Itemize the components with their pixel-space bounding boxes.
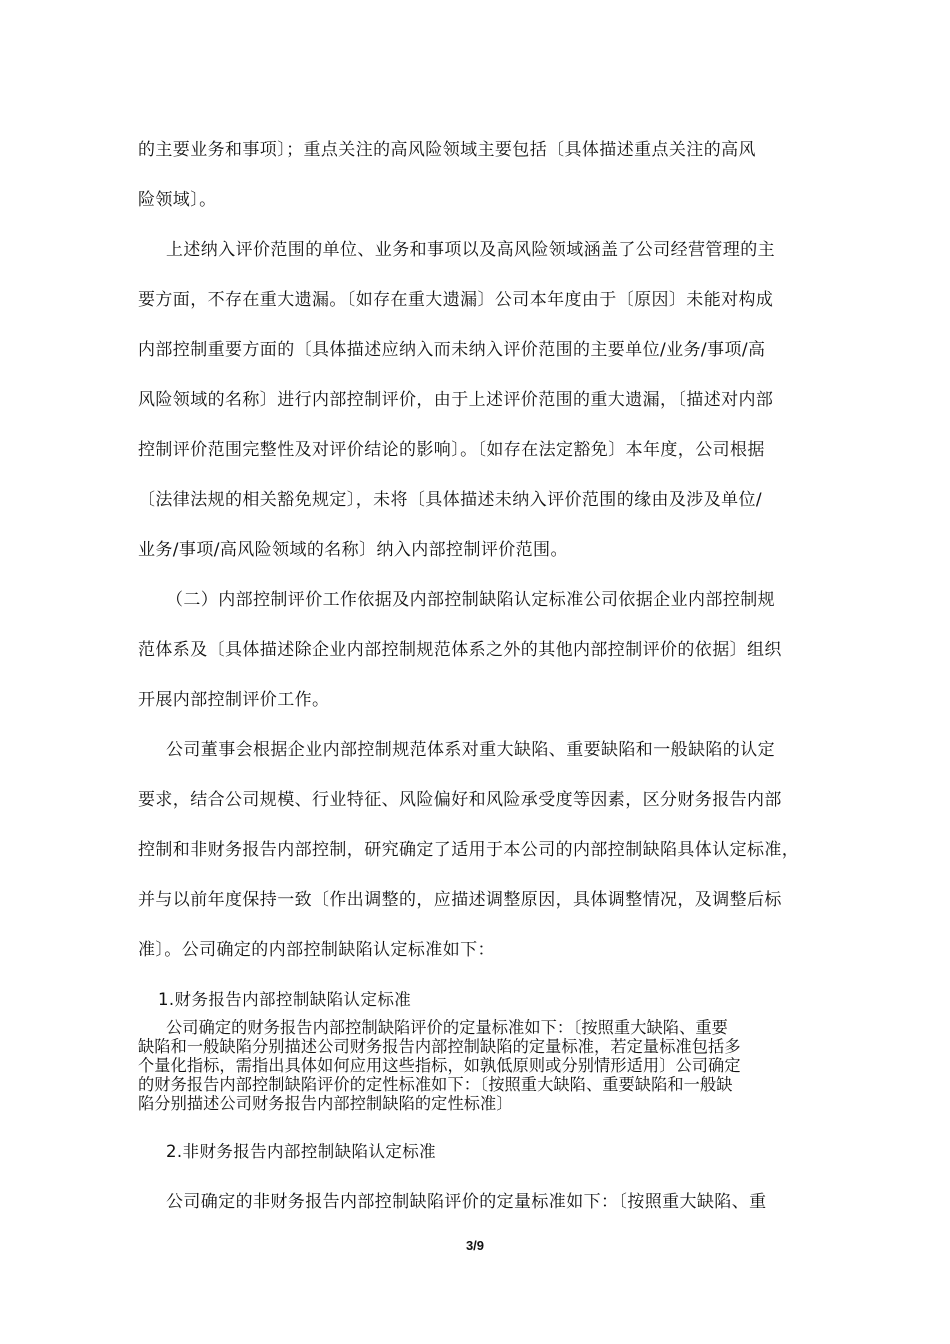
- text-line: 并与以前年度保持一致〔作出调整的，应描述调整原因，具体调整情况，及调整后标: [138, 890, 782, 910]
- text-line: 控制和非财务报告内部控制，研究确定了适用于本公司的内部控制缺陷具体认定标准，: [138, 840, 800, 860]
- text-line: 公司董事会根据企业内部控制规范体系对重大缺陷、重要缺陷和一般缺陷的认定: [166, 740, 775, 760]
- text-line: 准〕。公司确定的内部控制缺陷认定标准如下：: [138, 940, 495, 960]
- text-line: 〔法律法规的相关豁免规定〕，未将〔具体描述未纳入评价范围的缘由及涉及单位/: [138, 490, 763, 510]
- page-number: 3/9: [465, 1238, 485, 1253]
- text-line: 要方面，不存在重大遗漏。〔如存在重大遗漏〕公司本年度由于〔原因〕未能对构成: [138, 290, 774, 310]
- text-line: 陷分别描述公司财务报告内部控制缺陷的定性标准〕: [138, 1094, 513, 1113]
- section-heading: 2.非财务报告内部控制缺陷认定标准: [166, 1142, 437, 1161]
- text-line: 上述纳入评价范围的单位、业务和事项以及高风险领域涵盖了公司经营管理的主: [166, 240, 775, 260]
- text-line: 的主要业务和事项〕；重点关注的高风险领域主要包括〔具体描述重点关注的高风: [138, 140, 756, 160]
- text-line: 要求，结合公司规模、行业特征、风险偏好和风险承受度等因素，区分财务报告内部: [138, 790, 782, 810]
- text-line: 险领域〕。: [138, 190, 217, 210]
- text-line: 风险领域的名称〕进行内部控制评价，由于上述评价范围的重大遗漏，〔描述对内部: [138, 390, 774, 410]
- text-line: 范体系及〔具体描述除企业内部控制规范体系之外的其他内部控制评价的依据〕组织: [138, 640, 782, 660]
- section-heading: 1.财务报告内部控制缺陷认定标准: [158, 990, 412, 1009]
- text-line: 公司确定的非财务报告内部控制缺陷评价的定量标准如下：〔按照重大缺陷、重: [166, 1192, 767, 1212]
- text-line: 控制评价范围完整性及对评价结论的影响〕。〔如存在法定豁免〕本年度，公司根据: [138, 440, 765, 460]
- text-line: 缺陷和一般缺陷分别描述公司财务报告内部控制缺陷的定量标准，若定量标准包括多: [138, 1037, 741, 1056]
- text-line: （二）内部控制评价工作依据及内部控制缺陷认定标准公司依据企业内部控制规: [166, 590, 775, 610]
- text-line: 内部控制重要方面的〔具体描述应纳入而未纳入评价范围的主要单位/业务/事项/高: [138, 340, 766, 360]
- text-line: 个量化指标，需指出具体如何应用这些指标，如孰低原则或分别情形适用〕公司确定: [138, 1056, 741, 1075]
- text-line: 开展内部控制评价工作。: [138, 690, 330, 710]
- text-line: 公司确定的财务报告内部控制缺陷评价的定量标准如下：〔按照重大缺陷、重要: [166, 1018, 728, 1037]
- text-line: 业务/事项/高风险领域的名称〕纳入内部控制评价范围。: [138, 540, 568, 560]
- text-line: 的财务报告内部控制缺陷评价的定性标准如下：〔按照重大缺陷、重要缺陷和一般缺: [138, 1075, 733, 1094]
